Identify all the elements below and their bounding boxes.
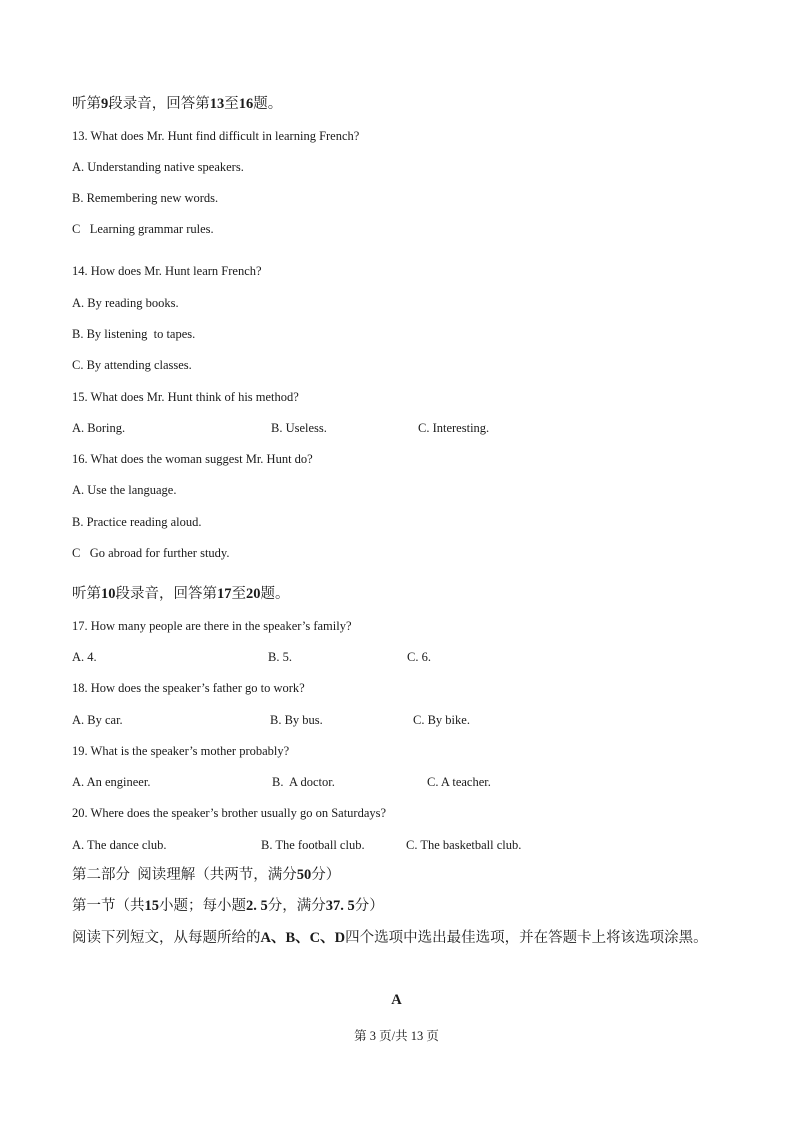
- question-20-option-c: C. The basketball club.: [406, 838, 522, 852]
- reading-instructions: 阅读下列短文，从每题所给的A、B、C、D四个选项中选出最佳选项，并在答题卡上将该选项涂黑。: [72, 930, 708, 946]
- question-20-options: [72, 837, 722, 853]
- question-13-option-c: C Learning grammar rules.: [72, 222, 214, 236]
- passage-label: A: [391, 992, 402, 1008]
- question-14-stem: 14. How does Mr. Hunt learn French?: [72, 264, 262, 278]
- question-18-stem: 18. How does the speaker’s father go to work?: [72, 681, 305, 695]
- question-15-option-b: B. Useless.: [271, 421, 327, 435]
- question-13-option-a: A. Understanding native speakers.: [72, 160, 244, 174]
- section-total-score: 37. 5: [325, 898, 355, 914]
- question-15-option-a: A. Boring.: [72, 421, 126, 435]
- question-16-option-a: A. Use the language.: [72, 483, 177, 497]
- part-two-title: 第二部分 阅读理解（共两节，满分50分）: [72, 867, 341, 883]
- option-letters: A、B、C、D: [260, 930, 346, 946]
- question-15-options: [72, 420, 722, 436]
- question-20-option-b: B. The football club.: [261, 838, 365, 852]
- question-18-option-c: C. By bike.: [413, 713, 470, 727]
- question-16-stem: 16. What does the woman suggest Mr. Hunt do?: [72, 452, 313, 466]
- question-16-option-b: B. Practice reading aloud.: [72, 515, 202, 529]
- points-per-question: 2. 5: [246, 898, 268, 914]
- question-15-stem: 15. What does Mr. Hunt think of his method?: [72, 390, 299, 404]
- question-18-options: [72, 712, 722, 728]
- section-heading-9: 听第9段录音，回答第13至16题。: [72, 96, 283, 112]
- question-range-start: 13: [209, 96, 225, 112]
- question-range-start: 17: [217, 586, 232, 602]
- question-19-option-a: A. An engineer.: [72, 775, 151, 789]
- question-17-stem: 17. How many people are there in the speaker’s family?: [72, 619, 352, 633]
- question-15-option-c: C. Interesting.: [418, 421, 490, 435]
- question-19-option-b: B. A doctor.: [272, 775, 335, 789]
- section-heading-10: 听第10段录音，回答第17至20题。: [72, 586, 290, 602]
- question-count: 15: [144, 898, 159, 914]
- question-range-end: 20: [246, 586, 261, 602]
- question-20-stem: 20. Where does the speaker’s brother usually go on Saturdays?: [72, 806, 387, 820]
- question-20-option-a: A. The dance club.: [72, 838, 167, 852]
- question-17-option-c: C. 6.: [407, 650, 431, 664]
- question-19-option-c: C. A teacher.: [427, 775, 491, 789]
- question-17-option-a: A. 4.: [72, 650, 97, 664]
- question-17-options: [72, 649, 722, 665]
- total-score: 50: [296, 867, 312, 883]
- question-range-end: 16: [238, 96, 254, 112]
- question-18-option-a: A. By car.: [72, 713, 123, 727]
- question-14-option-c: C. By attending classes.: [72, 358, 192, 372]
- question-13-option-b: B. Remembering new words.: [72, 191, 219, 205]
- recording-number: 9: [101, 96, 109, 112]
- page-footer: 第 3 页/共 13 页: [354, 1029, 439, 1043]
- question-16-option-c: C Go abroad for further study.: [72, 546, 230, 560]
- question-19-options: [72, 774, 722, 790]
- question-17-option-b: B. 5.: [268, 650, 292, 664]
- question-19-stem: 19. What is the speaker’s mother probably?: [72, 744, 290, 758]
- question-13-stem: 13. What does Mr. Hunt find difficult in learning French?: [72, 129, 360, 143]
- question-14-option-a: A. By reading books.: [72, 296, 179, 310]
- question-14-option-b: B. By listening to tapes.: [72, 327, 196, 341]
- recording-number: 10: [101, 586, 116, 602]
- section-one-title: 第一节（共15小题；每小题2. 5分，满分37. 5分）: [72, 898, 384, 914]
- question-18-option-b: B. By bus.: [270, 713, 323, 727]
